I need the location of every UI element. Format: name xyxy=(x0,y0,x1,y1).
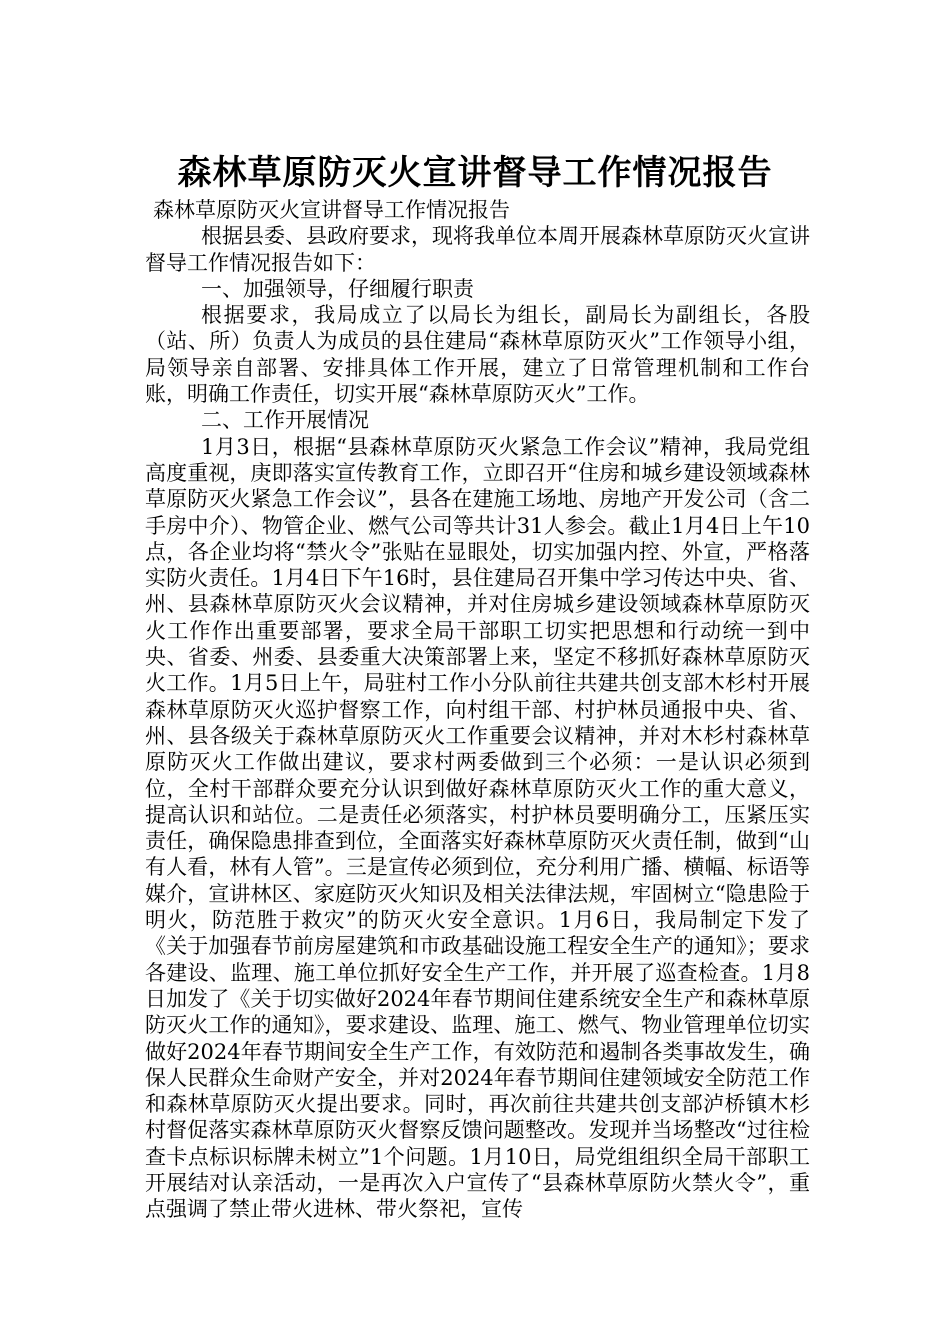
intro-paragraph: 根据县委、县政府要求，现将我单位本周开展森林草原防灭火宣讲督导工作情况报告如下： xyxy=(145,224,810,275)
section-2-paragraph: 1月3日，根据“县森林草原防灭火紧急工作会议”精神，我局党组高度重视，庚即落实宣传教育工作，立即召开“住房和城乡建设领域森林草原防灭火紧急工作会议”，县各在建施工场地、房地产开发公司（含二手房中介）、物管企业、燃气公司等共计31人参会。截止1月4日上午10点，各企业均将“禁火令”张贴在显眼处，切实加强内控、外宣，严格落实防火责任。1月4日下午16时，县住建局召开集中学习传达中央、省、州、县森林草原防灭火会议精神，并对住房城乡建设领域森林草原防灭火工作作出重要部署，要求全局干部职工切实把思想和行动统一到中央、省委、州委、县委重大决策部署上来，坚定不移抓好森林草原防灭火工作。1月5日上午，局驻村工作小分队前往共建共创支部木杉村开展森林草原防灭火巡护督察工作，向村组干部、村护林员通报中央、省、州、县各级关于森林草原防灭火工作重要会议精神，并对木杉村森林草原防灭火工作做出建议，要求村两委做到三个必须：一是认识必须到位，全村干部群众要充分认识到做好森林草原防灭火工作的重大意义，提高认识和站位。二是责任必须落实，村护林员要明确分工，压紧压实责任，确保隐患排查到位，全面落实好森林草原防灭火责任制，做到“山有人看，林有人管”。三是宣传必须到位，充分利用广播、横幅、标语等媒介，宣讲林区、家庭防灭火知识及相关法律法规，牢固树立“隐患险于明火，防范胜于救灾”的防灭火安全意识。1月6日，我局制定下发了《关于加强春节前房屋建筑和市政基础设施工程安全生产的通知》；要求各建设、监理、施工单位抓好安全生产工作，并开展了巡查检查。1月8日加发了《关于切实做好2024年春节期间住建系统安全生产和森林草原防灭火工作的通知》，要求建设、监理、施工、燃气、物业管理单位切实做好2024年春节期间安全生产工作，有效防范和遏制各类事故发生，确保人民群众生命财产安全，并对2024年春节期间住建领域安全防范工作和森林草原防灭火提出要求。同时，再次前往共建共创支部泸桥镇木杉村督促落实森林草原防灭火督察反馈问题整改。发现并当场整改“过往检查卡点标识标牌未树立”1个问题。1月10日，局党组组织全局干部职工开展结对认亲活动，一是再次入户宣传了“县森林草原防火禁火令”，重点强调了禁止带火进林、带火祭祀，宣传 xyxy=(145,434,810,1222)
document-body xyxy=(145,197,810,1223)
document-subtitle: 森林草原防灭火宣讲督导工作情况报告 xyxy=(153,198,510,222)
section-1-paragraph: 根据要求，我局成立了以局长为组长，副局长为副组长，各股（站、所）负责人为成员的县住建局“森林草原防灭火”工作领导小组，局领导亲自部署、安排具体工作开展，建立了日常管理机制和工作台账，明确工作责任，切实开展“森林草原防灭火”工作。 xyxy=(145,303,810,407)
document-title: 森林草原防灭火宣讲督导工作情况报告 xyxy=(177,152,773,193)
section-2-heading: 二、工作开展情况 xyxy=(201,408,369,433)
section-1-heading: 一、加强领导，仔细履行职责 xyxy=(201,276,474,301)
